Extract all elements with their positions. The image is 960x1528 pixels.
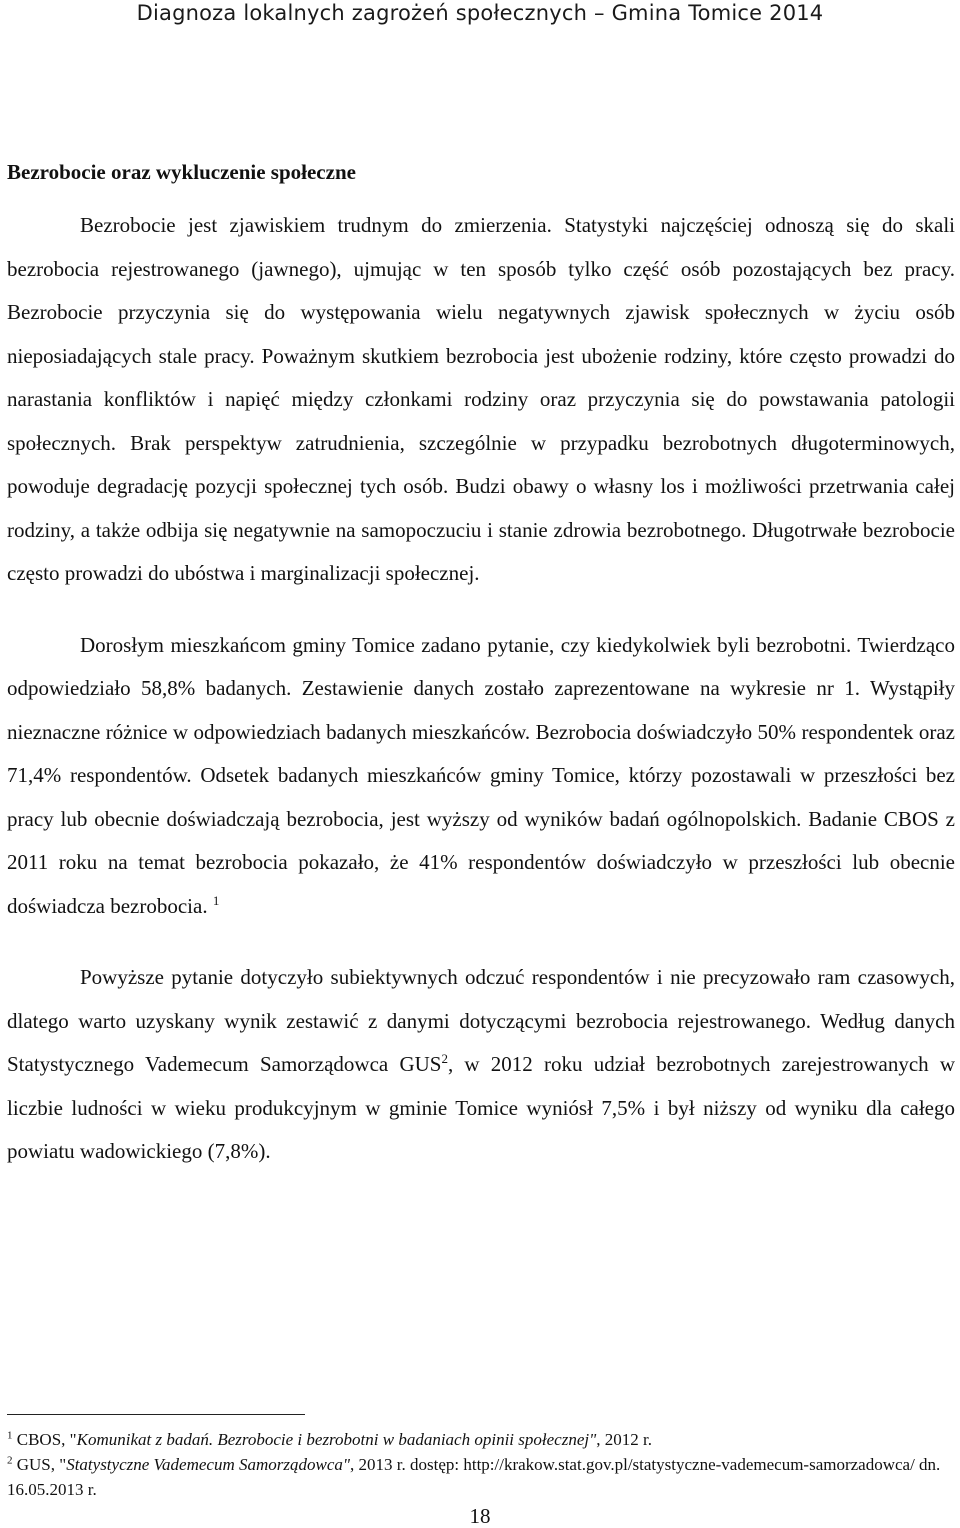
- footnote-2: [7, 1452, 955, 1502]
- footnote-1: [7, 1427, 955, 1452]
- footnote-1-suffix: , 2012 r.: [596, 1430, 652, 1449]
- running-header: Diagnoza lokalnych zagrożeń społecznych – Gmina Tomice 2014: [136, 1, 824, 25]
- paragraph-registered-unemployment-text-2: , w 2012 roku udział bezrobotnych zarejestrowanych w liczbie ludności w wieku produkcyjnym w gminie Tomice wyniósł 7,5% i był niższy od wyniku dla całego powiatu wadowickiego (7,8%).: [7, 1052, 956, 1163]
- paragraph-unemployment-intro: Bezrobocie jest zjawiskiem trudnym do zmierzenia. Statystyki najczęściej odnoszą się do skali bezrobocia rejestrowanego (jawnego), ujmując w ten sposób tylko część osób pozostających bez pracy. Bezrobocie przyczynia się do występowania wielu negatywnych zjawisk społecznych w życiu osób nieposiadających stale pracy. Poważnym skutkiem bezrobocia jest ubożenie rodziny, które często prowadzi do narastania konfliktów i napięć między członkami rodziny oraz przyczynia się do powstawania patologii społecznych. Brak perspektyw zatrudnienia, szczególnie w przypadku bezrobotnych długoterminowych, powoduje degradację pozycji społecznej tych osób. Budzi obawy o własny los i możliwości przetrwania całej rodziny, a także odbija się negatywnie na samopoczuciu i stanie zdrowia bezrobotnego. Długotrwałe bezrobocie często prowadzi do ubóstwa i marginalizacji społecznej.: [7, 213, 955, 585]
- footnote-ref-1: 1: [212, 892, 220, 908]
- footnote-separator: [7, 1414, 305, 1415]
- footnotes: [7, 1427, 955, 1502]
- section-title: Bezrobocie oraz wykluczenie społeczne: [7, 160, 356, 184]
- footnote-2-suffix: , 2013 r. dostęp: http://krakow.stat.gov.pl/statystyczne-vademecum-samorzadowca/ dn. 16.05.2013 r.: [7, 1455, 941, 1499]
- footnote-1-prefix: CBOS, ": [12, 1430, 77, 1449]
- paragraph-registered-unemployment: [7, 956, 955, 1174]
- footnote-1-title: Komunikat z badań. Bezrobocie i bezrobotni w badaniach opinii społecznej": [76, 1430, 597, 1449]
- paragraph-survey-results: [7, 624, 955, 929]
- page-number: 18: [469, 1504, 491, 1528]
- paragraph-survey-results-text: Dorosłym mieszkańcom gminy Tomice zadano pytanie, czy kiedykolwiek byli bezrobotni. Twierdząco odpowiedziało 58,8% badanych. Zestawienie danych zostało zaprezentowane na wykresie nr 1. Wystąpiły nieznaczne różnice w odpowiedziach badanych mieszkańców. Bezrobocia doświadczyło 50% respondentek oraz 71,4% respondentów. Odsetek badanych mieszkańców gminy Tomice, którzy pozostawali w przeszłości bez pracy lub obecnie doświadczają bezrobocia, jest wyższy od wyników badań ogólnopolskich. Badanie CBOS z 2011 roku na temat bezrobocia pokazało, że 41% respondentów doświadczyło w przeszłości lub obecnie doświadcza bezrobocia.: [7, 632, 955, 918]
- document-body: [7, 152, 955, 1174]
- paragraph-registered-unemployment-text-1: Powyższe pytanie dotyczyło subiektywnych odczuć respondentów i nie precyzowało ram czasowych, dlatego warto uzyskany wynik zestawić z danymi dotyczącymi bezrobocia rejestrowanego. Według danych Statystycznego Vademecum Samorządowca GUS: [7, 965, 955, 1076]
- footnote-1-marker: 1: [7, 1429, 13, 1442]
- footnote-2-title: Statystyczne Vademecum Samorządowca": [66, 1455, 351, 1474]
- footnote-2-marker: 2: [7, 1454, 13, 1467]
- footnote-2-prefix: GUS, ": [12, 1455, 67, 1474]
- footnote-ref-2: 2: [441, 1051, 448, 1066]
